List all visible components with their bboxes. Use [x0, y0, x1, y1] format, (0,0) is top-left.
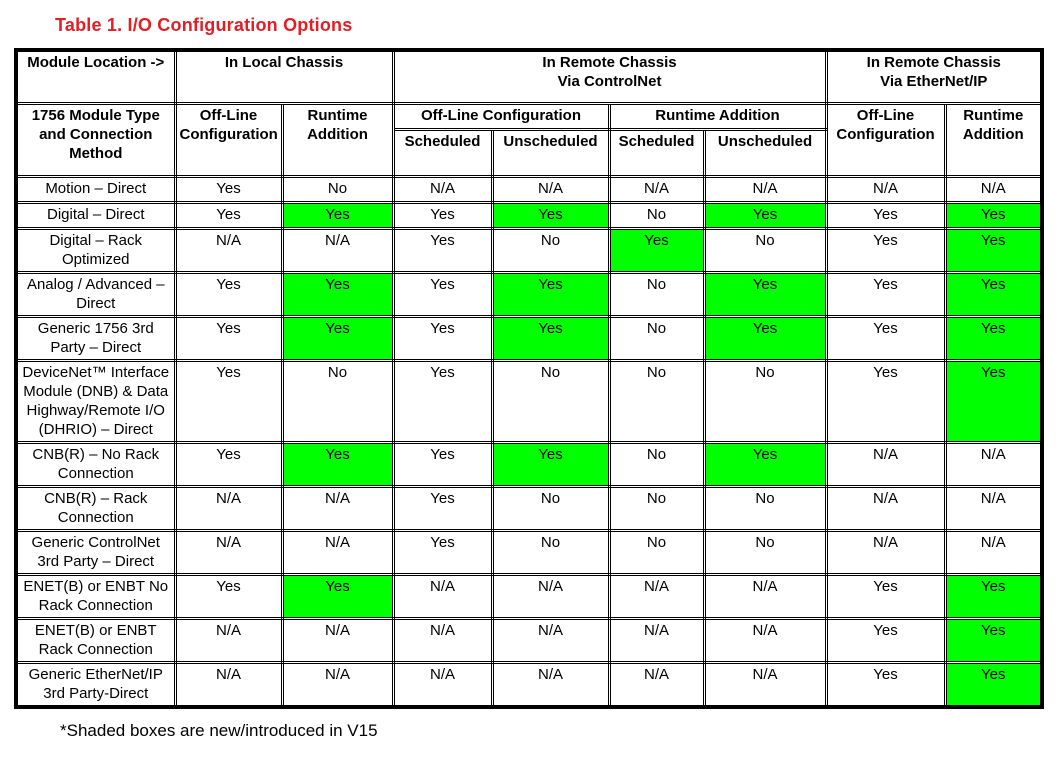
value-cell: Yes — [826, 619, 945, 663]
local-runtime-header: Runtime Addition — [282, 104, 393, 177]
value-cell: Yes — [492, 273, 609, 317]
table-row — [16, 487, 1042, 531]
module-type-header: 1756 Module Type and Connection Method — [16, 104, 175, 177]
value-cell: N/A — [282, 229, 393, 273]
value-cell: Yes — [393, 317, 492, 361]
value-cell: N/A — [704, 663, 826, 708]
value-cell: Yes — [175, 273, 282, 317]
value-cell: Yes — [393, 487, 492, 531]
module-type-cell: Generic EtherNet/IP 3rd Party-Direct — [16, 663, 175, 708]
value-cell: Yes — [393, 531, 492, 575]
value-cell: Yes — [175, 317, 282, 361]
value-cell: Yes — [492, 317, 609, 361]
value-cell: N/A — [609, 663, 704, 708]
controlnet-offline-scheduled-header: Scheduled — [393, 130, 492, 177]
value-cell: N/A — [826, 531, 945, 575]
value-cell: N/A — [282, 619, 393, 663]
value-cell: Yes — [945, 273, 1042, 317]
value-cell: N/A — [609, 177, 704, 203]
value-cell: N/A — [945, 177, 1042, 203]
module-type-cell: ENET(B) or ENBT No Rack Connection — [16, 575, 175, 619]
value-cell: N/A — [282, 487, 393, 531]
io-configuration-table — [14, 48, 1044, 709]
group-local-chassis — [175, 50, 393, 104]
document-page — [0, 15, 1060, 779]
module-type-cell: ENET(B) or ENBT Rack Connection — [16, 619, 175, 663]
footnote: *Shaded boxes are new/introduced in V15 — [60, 721, 378, 740]
module-type-cell: Generic 1756 3rd Party – Direct — [16, 317, 175, 361]
table-row — [16, 177, 1042, 203]
group-remote-controlnet-line2: Via ControlNet — [557, 73, 662, 90]
value-cell: Yes — [492, 443, 609, 487]
value-cell: Yes — [393, 443, 492, 487]
controlnet-offline-unscheduled-header: Unscheduled — [492, 130, 609, 177]
module-type-cell: Analog / Advanced – Direct — [16, 273, 175, 317]
module-type-cell: Motion – Direct — [16, 177, 175, 203]
header-row-groups — [16, 50, 1042, 104]
module-type-cell: CNB(R) – Rack Connection — [16, 487, 175, 531]
value-cell: Yes — [393, 273, 492, 317]
value-cell: N/A — [393, 663, 492, 708]
value-cell: N/A — [609, 575, 704, 619]
value-cell: N/A — [945, 487, 1042, 531]
group-remote-ethernet-line1: In Remote Chassis — [866, 54, 1001, 71]
value-cell: Yes — [282, 317, 393, 361]
group-remote-controlnet — [393, 50, 826, 104]
value-cell: No — [609, 487, 704, 531]
value-cell: Yes — [945, 663, 1042, 708]
value-cell: N/A — [945, 443, 1042, 487]
table-title: Table 1. I/O Configuration Options — [55, 15, 353, 35]
value-cell: Yes — [492, 203, 609, 229]
value-cell: Yes — [393, 203, 492, 229]
table-row — [16, 229, 1042, 273]
value-cell: No — [282, 361, 393, 443]
controlnet-runtime-unscheduled-header: Unscheduled — [704, 130, 826, 177]
value-cell: N/A — [492, 177, 609, 203]
value-cell: Yes — [826, 663, 945, 708]
table-header — [16, 50, 1042, 177]
value-cell: No — [282, 177, 393, 203]
value-cell: Yes — [282, 575, 393, 619]
table-row — [16, 663, 1042, 708]
table-row — [16, 575, 1042, 619]
module-type-cell: DeviceNet™ Interface Module (DNB) & Data Highway/Remote I/O (DHRIO) – Direct — [16, 361, 175, 443]
value-cell: Yes — [826, 273, 945, 317]
value-cell: Yes — [704, 443, 826, 487]
value-cell: Yes — [945, 203, 1042, 229]
value-cell: Yes — [609, 229, 704, 273]
group-local-chassis-label: In Local Chassis — [224, 54, 344, 71]
value-cell: N/A — [393, 575, 492, 619]
value-cell: No — [704, 229, 826, 273]
value-cell: N/A — [393, 619, 492, 663]
value-cell: Yes — [945, 317, 1042, 361]
module-type-cell: Generic ControlNet 3rd Party – Direct — [16, 531, 175, 575]
value-cell: N/A — [826, 487, 945, 531]
table-row — [16, 619, 1042, 663]
table-row — [16, 531, 1042, 575]
value-cell: No — [492, 531, 609, 575]
value-cell: Yes — [175, 203, 282, 229]
value-cell: No — [609, 361, 704, 443]
value-cell: N/A — [175, 487, 282, 531]
value-cell: Yes — [704, 203, 826, 229]
local-offline-header: Off-Line Configuration — [175, 104, 282, 177]
table-row — [16, 443, 1042, 487]
value-cell: N/A — [282, 663, 393, 708]
ethernet-offline-header: Off-Line Configuration — [826, 104, 945, 177]
value-cell: Yes — [826, 317, 945, 361]
module-type-cell: Digital – Rack Optimized — [16, 229, 175, 273]
value-cell: Yes — [282, 203, 393, 229]
value-cell: N/A — [393, 177, 492, 203]
value-cell: N/A — [492, 663, 609, 708]
controlnet-runtime-scheduled-header: Scheduled — [609, 130, 704, 177]
value-cell: N/A — [826, 443, 945, 487]
table-row — [16, 273, 1042, 317]
value-cell: N/A — [175, 619, 282, 663]
value-cell: Yes — [282, 443, 393, 487]
module-type-cell: CNB(R) – No Rack Connection — [16, 443, 175, 487]
module-type-cell: Digital – Direct — [16, 203, 175, 229]
value-cell: Yes — [826, 203, 945, 229]
value-cell: N/A — [175, 531, 282, 575]
value-cell: No — [492, 487, 609, 531]
value-cell: Yes — [826, 361, 945, 443]
value-cell: No — [704, 531, 826, 575]
value-cell: No — [609, 443, 704, 487]
value-cell: No — [704, 361, 826, 443]
value-cell: N/A — [175, 229, 282, 273]
value-cell: No — [609, 531, 704, 575]
value-cell: Yes — [175, 575, 282, 619]
value-cell: N/A — [704, 575, 826, 619]
value-cell: Yes — [282, 273, 393, 317]
controlnet-offline-header: Off-Line Configuration — [393, 104, 609, 130]
value-cell: Yes — [945, 575, 1042, 619]
module-location-header: Module Location -> — [16, 50, 175, 104]
value-cell: N/A — [282, 531, 393, 575]
value-cell: Yes — [945, 361, 1042, 443]
group-remote-ethernet — [826, 50, 1042, 104]
value-cell: Yes — [393, 361, 492, 443]
value-cell: Yes — [704, 317, 826, 361]
controlnet-runtime-header: Runtime Addition — [609, 104, 826, 130]
value-cell: Yes — [393, 229, 492, 273]
value-cell: Yes — [826, 229, 945, 273]
value-cell: No — [492, 229, 609, 273]
value-cell: Yes — [945, 229, 1042, 273]
group-remote-ethernet-line2: Via EtherNet/IP — [880, 73, 988, 90]
header-row-columns — [16, 104, 1042, 130]
value-cell: N/A — [704, 619, 826, 663]
value-cell: N/A — [492, 619, 609, 663]
table-row — [16, 317, 1042, 361]
value-cell: No — [609, 317, 704, 361]
value-cell: N/A — [826, 177, 945, 203]
value-cell: Yes — [826, 575, 945, 619]
value-cell: Yes — [175, 443, 282, 487]
value-cell: N/A — [945, 531, 1042, 575]
value-cell: N/A — [609, 619, 704, 663]
value-cell: N/A — [492, 575, 609, 619]
value-cell: No — [609, 203, 704, 229]
table-body — [16, 177, 1042, 708]
value-cell: No — [704, 487, 826, 531]
value-cell: No — [609, 273, 704, 317]
value-cell: Yes — [704, 273, 826, 317]
value-cell: Yes — [945, 619, 1042, 663]
group-remote-controlnet-line1: In Remote Chassis — [542, 54, 677, 71]
value-cell: Yes — [175, 361, 282, 443]
table-row — [16, 203, 1042, 229]
value-cell: Yes — [175, 177, 282, 203]
table-row — [16, 361, 1042, 443]
value-cell: N/A — [704, 177, 826, 203]
value-cell: N/A — [175, 663, 282, 708]
ethernet-runtime-header: Runtime Addition — [945, 104, 1042, 177]
value-cell: No — [492, 361, 609, 443]
